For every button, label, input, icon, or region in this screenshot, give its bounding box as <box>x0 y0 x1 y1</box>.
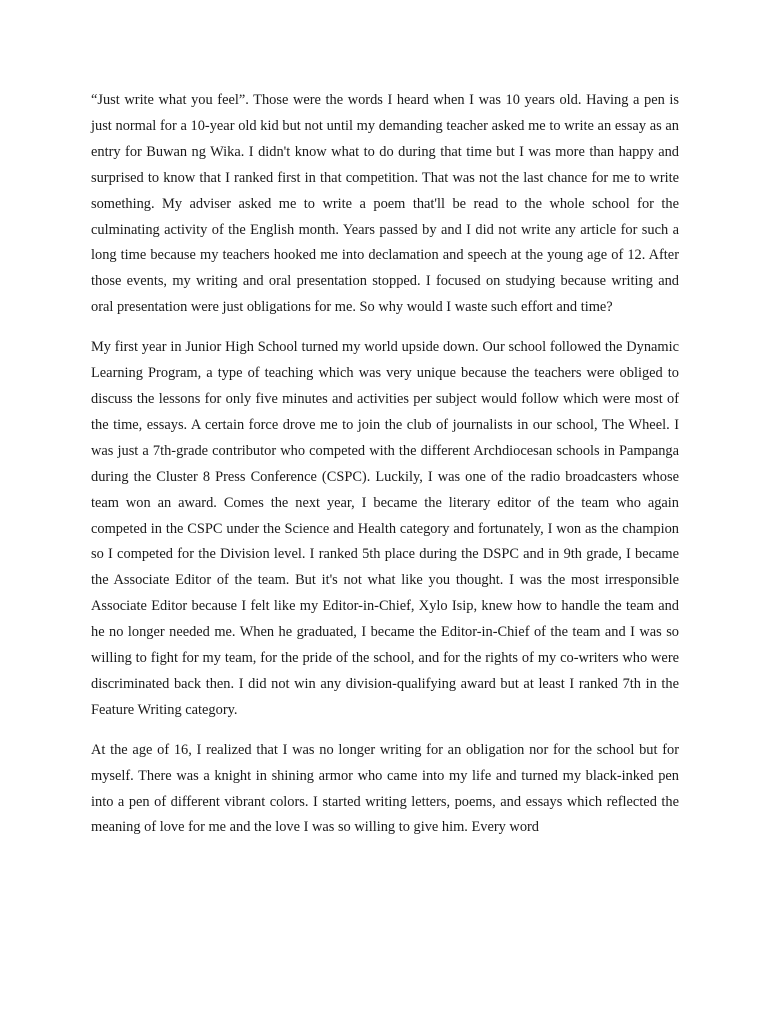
document-page <box>91 88 679 855</box>
paragraph-3: At the age of 16, I realized that I was no longer writing for an obligation nor for the school but for myself. There was a knight in shining armor who came into my life and turned my black-inked pen into a pen of different vibrant colors. I started writing letters, poems, and essays which reflected the meaning of love for me and the love I was so willing to give him. Every word <box>91 741 679 836</box>
paragraph-1: “Just write what you feel”. Those were the words I heard when I was 10 years old. Having a pen is just normal for a 10-year old kid but not until my demanding teacher asked me to write an essay as an entry for Buwan ng Wika. I didn't know what to do during that time but I was more than happy and surprised to know that I ranked first in that competition. That was not the last chance for me to write something. My adviser asked me to write a poem that'll be read to the whole school for the culminating activity of the English month. Years passed by and I did not write any article for such a long time because my teachers hooked me into declamation and speech at the young age of 12. After those events, my writing and oral presentation stopped. I focused on studying because writing and oral presentation were just obligations for me. So why would I waste such effort and time? <box>91 92 679 316</box>
paragraph-2: My first year in Junior High School turned my world upside down. Our school followed the Dynamic Learning Program, a type of teaching which was very unique because the teachers were obliged to discuss the lessons for only five minutes and activities per subject would follow which were most of the time, essays. A certain force drove me to join the club of journalists in our school, The Wheel. I was just a 7th-grade contributor who competed with the different Archdiocesan schools in Pampanga during the Cluster 8 Press Conference (CSPC). Luckily, I was one of the radio broadcasters whose team won an award. Comes the next year, I became the literary editor of the team who again competed in the CSPC under the Science and Health category and fortunately, I won as the champion so I competed for the Division level. I ranked 5th place during the DSPC and in 9th grade, I became the Associate Editor of the team. But it's not what like you thought. I was the most irresponsible Associate Editor because I felt like my Editor-in-Chief, Xylo Isip, knew how to handle the team and he no longer needed me. When he graduated, I became the Editor-in-Chief of the team and I was so willing to fight for my team, for the pride of the school, and for the rights of my co-writers who were discriminated back then. I did not win any division-qualifying award but at least I ranked 7th in the Feature Writing category. <box>91 339 679 718</box>
